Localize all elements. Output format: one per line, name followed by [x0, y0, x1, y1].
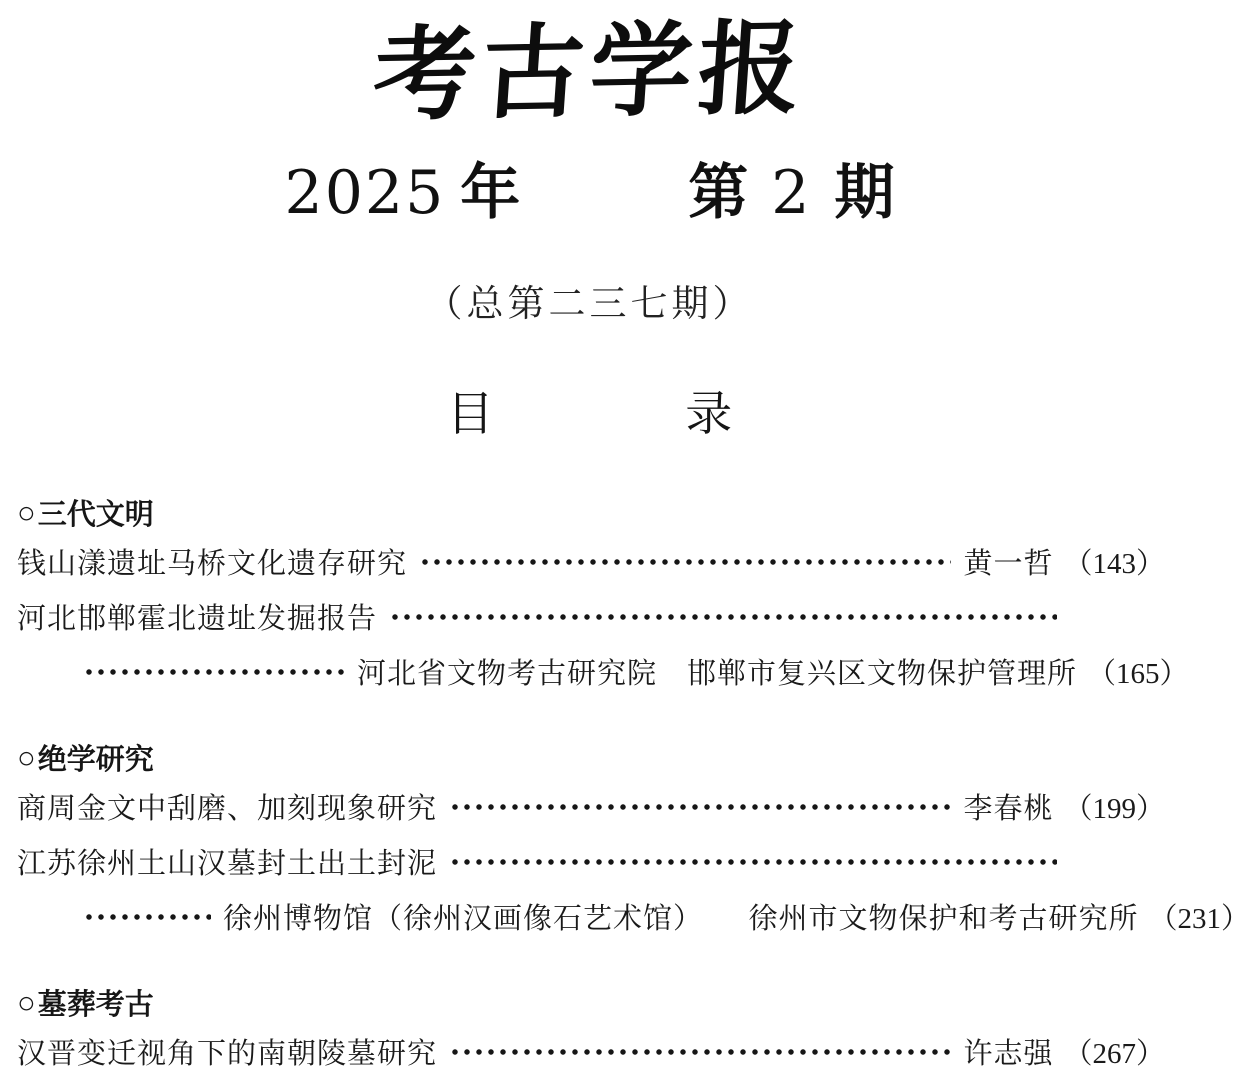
- article-page-number: （231）: [1148, 903, 1250, 936]
- journal-title-calligraphy: 考古学报: [369, 8, 811, 136]
- dot-leader: [449, 779, 951, 834]
- circle-marker-icon: ○: [17, 739, 36, 775]
- circle-marker-icon: ○: [17, 984, 36, 1020]
- dot-leader: [389, 589, 1057, 644]
- article-institutions: 河北省文物考古研究院 邯郸市复兴区文物保护管理所: [357, 658, 1078, 691]
- dot-leader: [419, 534, 951, 589]
- issue-number-suffix: 期: [834, 159, 895, 227]
- contents-heading-char-left: 目: [446, 389, 494, 442]
- article-page-number: （267）: [1063, 1038, 1165, 1071]
- section-header: [17, 980, 1165, 1024]
- article-title: 钱山漾遗址马桥文化遗存研究: [17, 548, 408, 581]
- cumulative-issue-label: （总第二三七期）: [425, 284, 754, 326]
- section-title: 三代文明: [37, 498, 154, 531]
- toc-section-sandai-wenming: [17, 490, 1189, 699]
- contents-heading-char-right: 录: [685, 389, 733, 442]
- article-author: 黄一哲: [963, 548, 1054, 581]
- article-title: 汉晋变迁视角下的南朝陵墓研究: [17, 1038, 438, 1071]
- toc-entry: [17, 1024, 1165, 1079]
- toc-entry: [17, 779, 1165, 834]
- toc-entry: [17, 834, 1165, 889]
- dot-leader: [83, 889, 211, 944]
- article-institutions: 徐州博物馆（徐州汉画像石艺术馆） 徐州市文物保护和考古研究所: [223, 903, 1139, 936]
- table-of-contents: [0, 490, 1250, 1079]
- section-header: [17, 490, 1165, 534]
- toc-entry-continuation: [17, 889, 1250, 944]
- section-header: [17, 735, 1165, 779]
- article-page-number: （199）: [1063, 793, 1165, 826]
- toc-entry: [17, 534, 1165, 589]
- article-page-number: （143）: [1063, 548, 1165, 581]
- issue-line: [0, 157, 1179, 229]
- article-page-number: （165）: [1087, 658, 1189, 691]
- dot-leader: [83, 644, 345, 699]
- toc-section-juexue-yanjiu: [17, 735, 1250, 944]
- section-title: 绝学研究: [37, 743, 154, 776]
- dot-leader: [449, 834, 1057, 889]
- toc-entry-continuation: [17, 644, 1189, 699]
- issue-number-prefix: 第: [688, 159, 749, 227]
- article-author: 李春桃: [963, 793, 1054, 826]
- issue-year: 2025: [284, 158, 446, 229]
- article-author: 许志强: [963, 1038, 1054, 1071]
- article-title: 河北邯郸霍北遗址发掘报告: [17, 603, 378, 636]
- toc-entry: [17, 589, 1165, 644]
- dot-leader: [449, 1024, 951, 1079]
- toc-section-muzang-kaogu: [17, 980, 1165, 1079]
- section-title: 墓葬考古: [37, 988, 154, 1021]
- circle-marker-icon: ○: [17, 494, 36, 530]
- masthead: [0, 0, 1179, 136]
- article-title: 商周金文中刮磨、加刻现象研究: [17, 793, 438, 826]
- issue-number: 2: [771, 158, 812, 229]
- issue-year-unit: 年: [460, 159, 521, 227]
- contents-heading: [0, 377, 1179, 444]
- article-title: 江苏徐州土山汉墓封土出土封泥: [17, 848, 438, 881]
